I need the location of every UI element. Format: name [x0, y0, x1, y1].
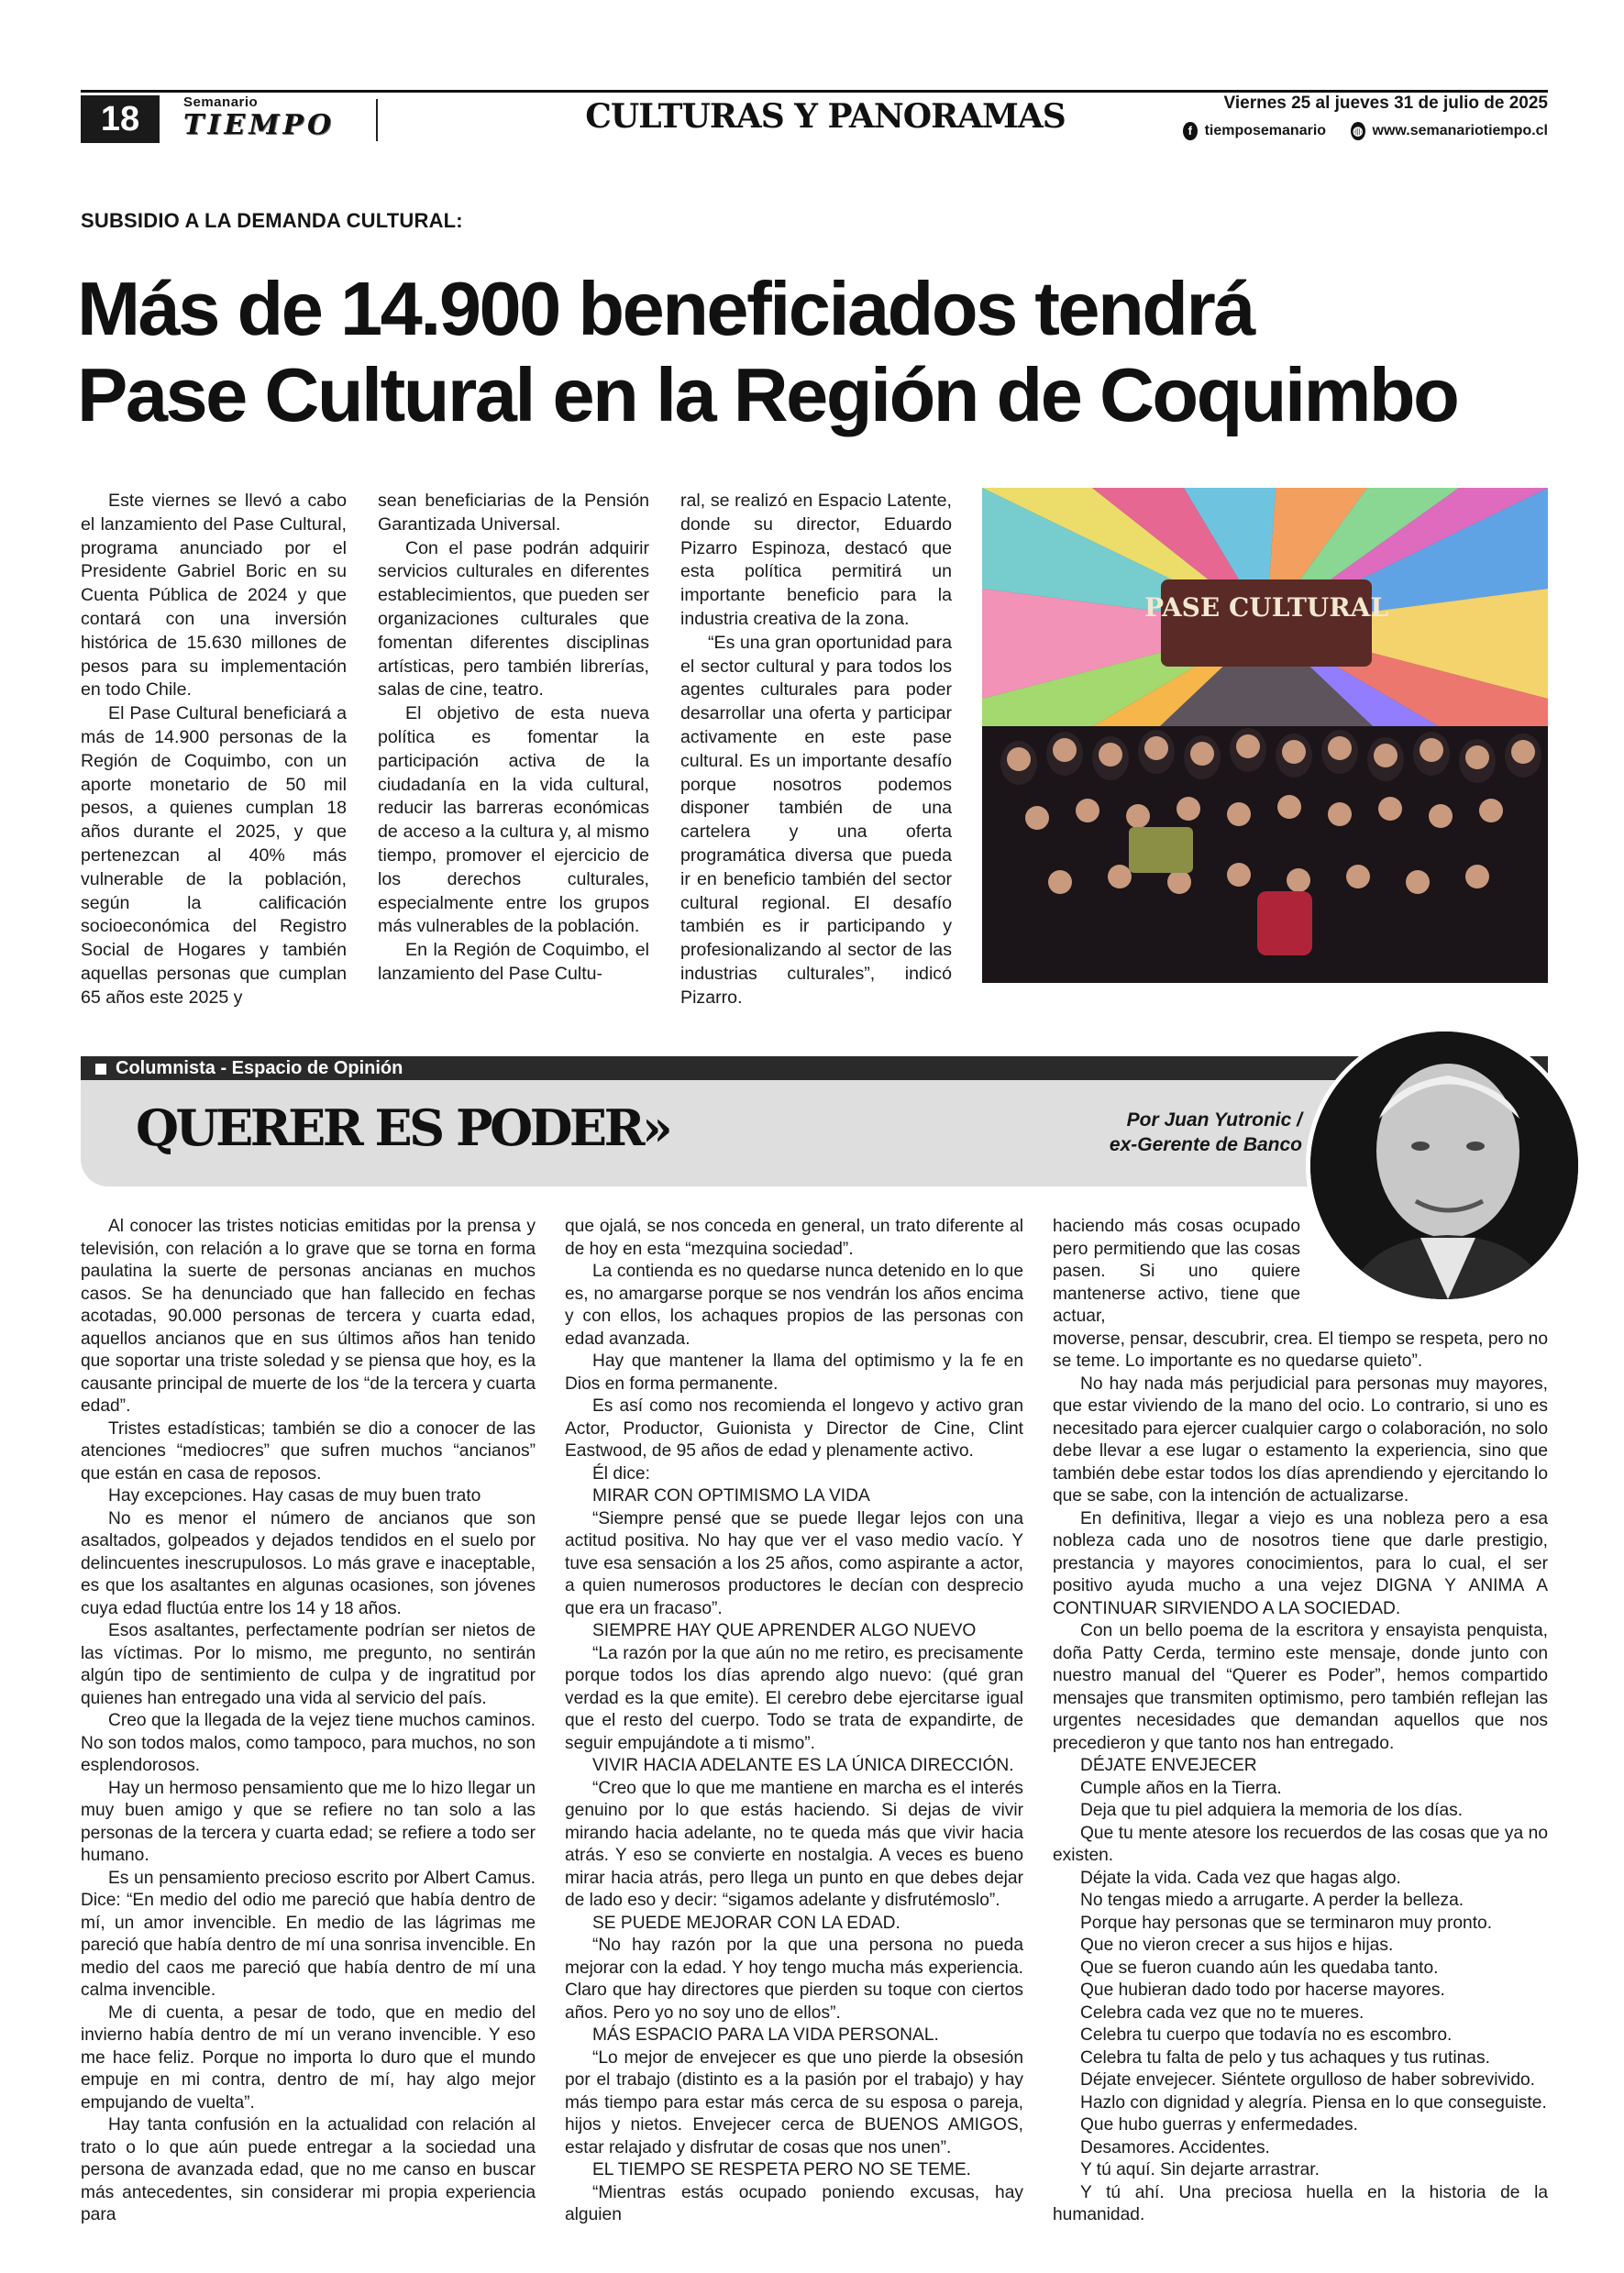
column-band-text: Columnista - Espacio de Opinión: [116, 1058, 403, 1078]
poem-line: Que hubo guerras y enfermedades.: [1080, 2115, 1358, 2135]
paragraph: sean beneficiarias de la Pensión Garantizada Universal.: [378, 491, 649, 535]
social-links: [1183, 119, 1548, 143]
column-band-label: [95, 1058, 403, 1079]
paragraph: Creo que la llegada de la vejez tiene muchos caminos. No son todos malos, como tampoco, para muchos, no son esplendorosos.: [81, 1711, 536, 1775]
paragraph: Al conocer las tristes noticias emitidas por la prensa y televisión, con relación a lo grave que se torna en forma paulatina la suerte de personas ancianas en muchos casos. Se ha denunciado que han fallecido en fechas acotadas, 90.000 personas de tercera y cuarta edad, aquellos ancianos que en sus últimos años han tenido que soportar una triste soledad y se piensa que hoy, es la causante principal de muerte de los “de la tercera y cuarta edad”.: [81, 1217, 536, 1416]
headline-line-2: Pase Cultural en la Región de Coquimbo: [77, 352, 1458, 437]
paragraph: Con un bello poema de la escritora y ensayista penquista, doña Patty Cerda, termino este mensaje, donde junto con nuestro manual del “Querer es Poder”, hemos compartido mensajes que transmiten optimismo, pero también reflejan las urgentes necesidades que demandan aquellos que nos precedieron y que tanto nos han entregado.: [1053, 1621, 1548, 1753]
paragraph: En definitiva, llegar a viejo es una nobleza pero a esa nobleza cada uno de nosotros tiene que darle prestigio, prestancia y mayores conocimientos, para lo cual, el ser positivo ayuda mucho a una vejez DIGNA Y ANIMA A CONTINUAR SIRVIENDO A LA SOCIEDAD.: [1053, 1508, 1548, 1618]
paragraph: En la Región de Coquimbo, el lanzamiento del Pase Cultu-: [378, 940, 649, 984]
paragraph: Este viernes se llevó a cabo el lanzamiento del Pase Cultural, programa anunciado por el Presidente Gabriel Boric en su Cuenta Pública de 2024 y que contará con una inversión histórica de 15.630 millones de pesos para su implementación en todo Chile.: [81, 491, 347, 701]
poem-line: Desamores. Accidentes.: [1080, 2137, 1270, 2157]
square-bullet-icon: [95, 1064, 106, 1075]
column-byline: [1027, 1108, 1302, 1157]
paragraph: Hay tanta confusión en la actualidad con relación al trato o lo que aún puede entregar a la sociedad una persona de avanzada edad, que no me canso en buscar más antecedentes, sin considerar mi propia experiencia para: [81, 2115, 536, 2224]
section-title: CULTURAS Y PANORAMAS: [585, 97, 1066, 136]
brand-small: Semanario: [183, 94, 259, 110]
paragraph: Con el pase podrán adquirir servicios culturales en diferentes establecimientos, que pueden ser organizaciones culturales que fomentan diferentes disciplinas artísticas, pero también librerías, salas de cine, teatro.: [378, 537, 649, 701]
opinion-column-1: [81, 1216, 536, 2227]
poem-line: Que no vieron crecer a sus hijos e hijas.: [1080, 1936, 1394, 1955]
paragraph: No es menor el número de ancianos que son asaltados, golpeados y dejados tendidos en el suelo por delincuentes inescrupulosos. Lo más grave e inaceptable, es que los asaltantes en algunas ocasiones, son jóvenes cuya edad fluctúa entre los 14 y 18 años.: [81, 1508, 536, 1618]
paragraph: “Creo que lo que me mantiene en marcha es el interés genuino por lo que estás haciendo. Si dejas de vivir mirando hacia adelante, no te queda más que vivir hacia atrás. Y eso se convierte en nostalgia. A veces es bueno mirar hacia atrás, pero llega un punto en que debes dejar de lado eso y decir: “sigamos adelante y disfrutémoslo”.: [565, 1778, 1023, 1910]
paragraph: Tristes estadísticas; también se dio a conocer de las atenciones “mediocres” que sufren muchos “ancianos” que están en casa de reposos.: [81, 1418, 536, 1484]
column-title: QUERER ES PODER»: [136, 1098, 670, 1157]
poem-line: Que tu mente atesore los recuerdos de las cosas que ya no existen.: [1053, 1823, 1548, 1865]
paragraph: “Es una gran oportunidad para el sector cultural y para todos los agentes culturales para poder desarrollar una oferta y participar activamente en este pase cultural. Es un importante desafío porque nosotros podemos disponer también de una cartelera y una oferta programática diversa que pueda ir en beneficio también del sector cultural regional. El desafío también es ir participando y profesionalizando al sector de las industrias culturales”, indicó Pizarro.: [680, 632, 952, 1008]
poem-line: Porque hay personas que se terminaron muy pronto.: [1080, 1913, 1493, 1933]
newspaper-logo: [183, 94, 376, 148]
article-column-3: [680, 490, 952, 1010]
header-rule: [81, 90, 1548, 93]
poem-line: Y tú aquí. Sin dejarte arrastrar.: [1080, 2160, 1320, 2179]
website-link[interactable]: www.semanariotiempo.cl: [1372, 123, 1548, 138]
poem-title: DÉJATE ENVEJECER: [1080, 1756, 1257, 1775]
paragraph: “No hay razón por la que una persona no pueda mejorar con la edad. Y hoy tengo mucha más experiencia. Claro que hay directores que pierden su toque con ciertos años. Pero yo no soy uno de ellos”.: [565, 1936, 1023, 2023]
paragraph: Él dice:: [592, 1463, 650, 1484]
paragraph: “Siempre pensé que se puede llegar lejos con una actitud positiva. No hay que ver el vaso medio vacío. Y tuve esa sensación a los 25 años, como aspirante a actor, a quien numerosos productores le decían con desprecio que era un fracaso”.: [565, 1508, 1023, 1618]
facebook-icon: f: [1183, 122, 1198, 140]
poem-line: Que hubieran dado todo por hacerse mayores.: [1080, 1981, 1445, 2000]
facebook-handle[interactable]: tiemposemanario: [1204, 123, 1327, 138]
paragraph: Hay que mantener la llama del optimismo y la fe en Dios en forma permanente.: [565, 1352, 1023, 1394]
issue-date: Viernes 25 al jueves 31 de julio de 2025: [1223, 94, 1548, 113]
poem-line: Y tú ahí. Una preciosa huella en la historia de la humanidad.: [1053, 2182, 1548, 2224]
subheading: SIEMPRE HAY QUE APRENDER ALGO NUEVO: [592, 1621, 977, 1640]
poem-line: Que se fueron cuando aún les quedaba tanto.: [1080, 1958, 1439, 1978]
poem-line: Deja que tu piel adquiera la memoria de los días.: [1080, 1801, 1464, 1820]
poem-line: Hazlo con dignidad y alegría. Piensa en lo que conseguiste.: [1080, 2092, 1547, 2113]
poem-line: No tengas miedo a arrugarte. A perder la belleza.: [1080, 1891, 1464, 1910]
poem-line: Celebra tu cuerpo que todavía no es escombro.: [1080, 2025, 1453, 2045]
paragraph: Esos asaltantes, perfectamente podrían ser nietos de las víctimas. Por lo mismo, me pregunto, no sentirán algún tipo de sentimiento de culpa y de ingratitud por quienes han entregado una vida al servicio del país.: [81, 1621, 536, 1708]
article-column-1: [81, 490, 347, 1010]
paragraph: El objetivo de esta nueva política es fomentar la participación activa de la ciudadanía en la vida cultural, reducir las barreras económicas de acceso a la cultura y, al mismo tiempo, promover el ejercicio de los derechos culturales, especialmente entre los grupos más vulnerables de la población.: [378, 703, 649, 937]
paragraph: Hay excepciones. Hay casas de muy buen trato: [108, 1486, 481, 1506]
paragraph: haciendo más cosas ocupado pero permitiendo que las cosas pasen. Si uno quiere mantenerse activo, tiene que actuar,: [1053, 1217, 1300, 1326]
poem-line: Celebra cada vez que no te mueres.: [1080, 2003, 1364, 2023]
paragraph: La contienda es no quedarse nunca detenido en lo que es, no amargarse porque se nos vendrán los años encima y con ellos, los achaques propios de las personas con edad avanzada.: [565, 1262, 1023, 1349]
paragraph: Me di cuenta, a pesar de todo, que en medio del invierno había dentro de mí un verano invencible. Y eso me hace feliz. Porque no importa lo duro que el mundo empuje en mi contra, dentro de mí, hay algo mejor empujando de vuelta”.: [81, 2003, 536, 2113]
article-headline: [77, 266, 1581, 438]
paragraph: que ojalá, se nos conceda en general, un trato diferente al de hoy en esta “mezquina sociedad”.: [565, 1217, 1023, 1259]
article-photo: [982, 488, 1548, 983]
opinion-column-3: [1053, 1216, 1548, 2227]
poem-line: Cumple años en la Tierra.: [1080, 1778, 1282, 1798]
brand-separator: [376, 99, 378, 141]
paragraph: Es así como nos recomienda el longevo y activo gran Actor, Productor, Guionista y Director de Cine, Clint Eastwood, de 95 años de edad y plenamente activo.: [565, 1396, 1023, 1461]
globe-icon: ◍: [1351, 122, 1365, 140]
article-column-2: [378, 490, 649, 987]
brand-name: TIEMPO: [183, 109, 336, 141]
byline-role: ex-Gerente de Banco: [1109, 1134, 1302, 1155]
article-kicker: SUBSIDIO A LA DEMANDA CULTURAL:: [81, 209, 463, 232]
opinion-column-2: [565, 1216, 1023, 2227]
paragraph: No hay nada más perjudicial para personas muy mayores, que estar viviendo de la mano del ocio. Lo contrario, si uno es necesitado para ejercer cualquier cargo o colaboración, no solo debe llevar a ese lugar o estamento la experiencia, sino que también debe estar todos los días aprendiendo y ejercitando lo que se sabe, con la intención de actualizarse.: [1053, 1374, 1548, 1506]
paragraph: El Pase Cultural beneficiará a más de 14.900 personas de la Región de Coquimbo, con un aporte monetario de 50 mil pesos, a quienes cumplan 18 años durante el 2025, y que pertenezcan al 40% más vulnerable de la población, según la calificación socioeconómica del Registro Social de Hogares y también aquellas personas que cumplan 65 años este 2025 y: [81, 703, 347, 1008]
subheading: SE PUEDE MEJORAR CON LA EDAD.: [592, 1913, 900, 1933]
paragraph: ral, se realizó en Espacio Latente, donde su director, Eduardo Pizarro Espinoza, destacó que esta política permitirá un importante beneficio para la industria creativa de la zona.: [680, 491, 952, 629]
headline-line-1: Más de 14.900 beneficiados tendrá: [77, 266, 1254, 351]
photo-sign-text: PASE CULTURAL: [1143, 592, 1389, 623]
paragraph: Es un pensamiento precioso escrito por Albert Camus. Dice: “En medio del odio me pareció que había dentro de mí, un amor invencible. En medio de las lágrimas me pareció que había dentro de mí una sonrisa invencible. En medio del caos me pareció que había dentro de mí una calma invencible.: [81, 1868, 536, 2000]
paragraph: Hay un hermoso pensamiento que me lo hizo llegar un muy buen amigo y que se refiere no tan solo a las personas de la tercera y cuarta edad; se refiere a todo ser humano.: [81, 1778, 536, 1865]
poem-line: Celebra tu falta de pelo y tus achaques y tus rutinas.: [1080, 2047, 1490, 2068]
subheading: EL TIEMPO SE RESPETA PERO NO SE TEME.: [592, 2160, 971, 2179]
poem-line: Déjate envejecer. Siéntete orgulloso de haber sobrevivido.: [1080, 2070, 1535, 2090]
paragraph: “Lo mejor de envejecer es que uno pierde la obsesión por el trabajo (distinto es a la pasión por el trabajo) y hay más tiempo para estar más cerca de su esposa o pareja, hijos y nietos. Envejecer cerca de BUENOS AMIGOS, estar relajado y disfrutar de cosas que nos unen”.: [565, 2047, 1023, 2157]
paragraph: moverse, pensar, descubrir, crea. El tiempo se respeta, pero no se teme. Lo importante es no quedarse quieto”.: [1053, 1329, 1548, 1371]
paragraph: “La razón por la que aún no me retiro, es precisamente porque todos los días aprendo algo nuevo: (qué gran verdad es la que emite). El cerebro debe ejercitarse igual que el resto del cuerpo. Todo se trata de expandirte, de seguir empujándote a ti mismo”.: [565, 1643, 1023, 1753]
byline-author: Por Juan Yutronic /: [1126, 1109, 1302, 1131]
paragraph: “Mientras estás ocupado poniendo excusas, hay alguien: [565, 2182, 1023, 2224]
subheading: MÁS ESPACIO PARA LA VIDA PERSONAL.: [592, 2025, 939, 2045]
subheading: VIVIR HACIA ADELANTE ES LA ÚNICA DIRECCIÓN.: [592, 1756, 1014, 1775]
subheading: MIRAR CON OPTIMISMO LA VIDA: [592, 1486, 870, 1506]
page-number: 18: [81, 95, 160, 143]
poem-line: Déjate la vida. Cada vez que hagas algo.: [1080, 1868, 1401, 1888]
